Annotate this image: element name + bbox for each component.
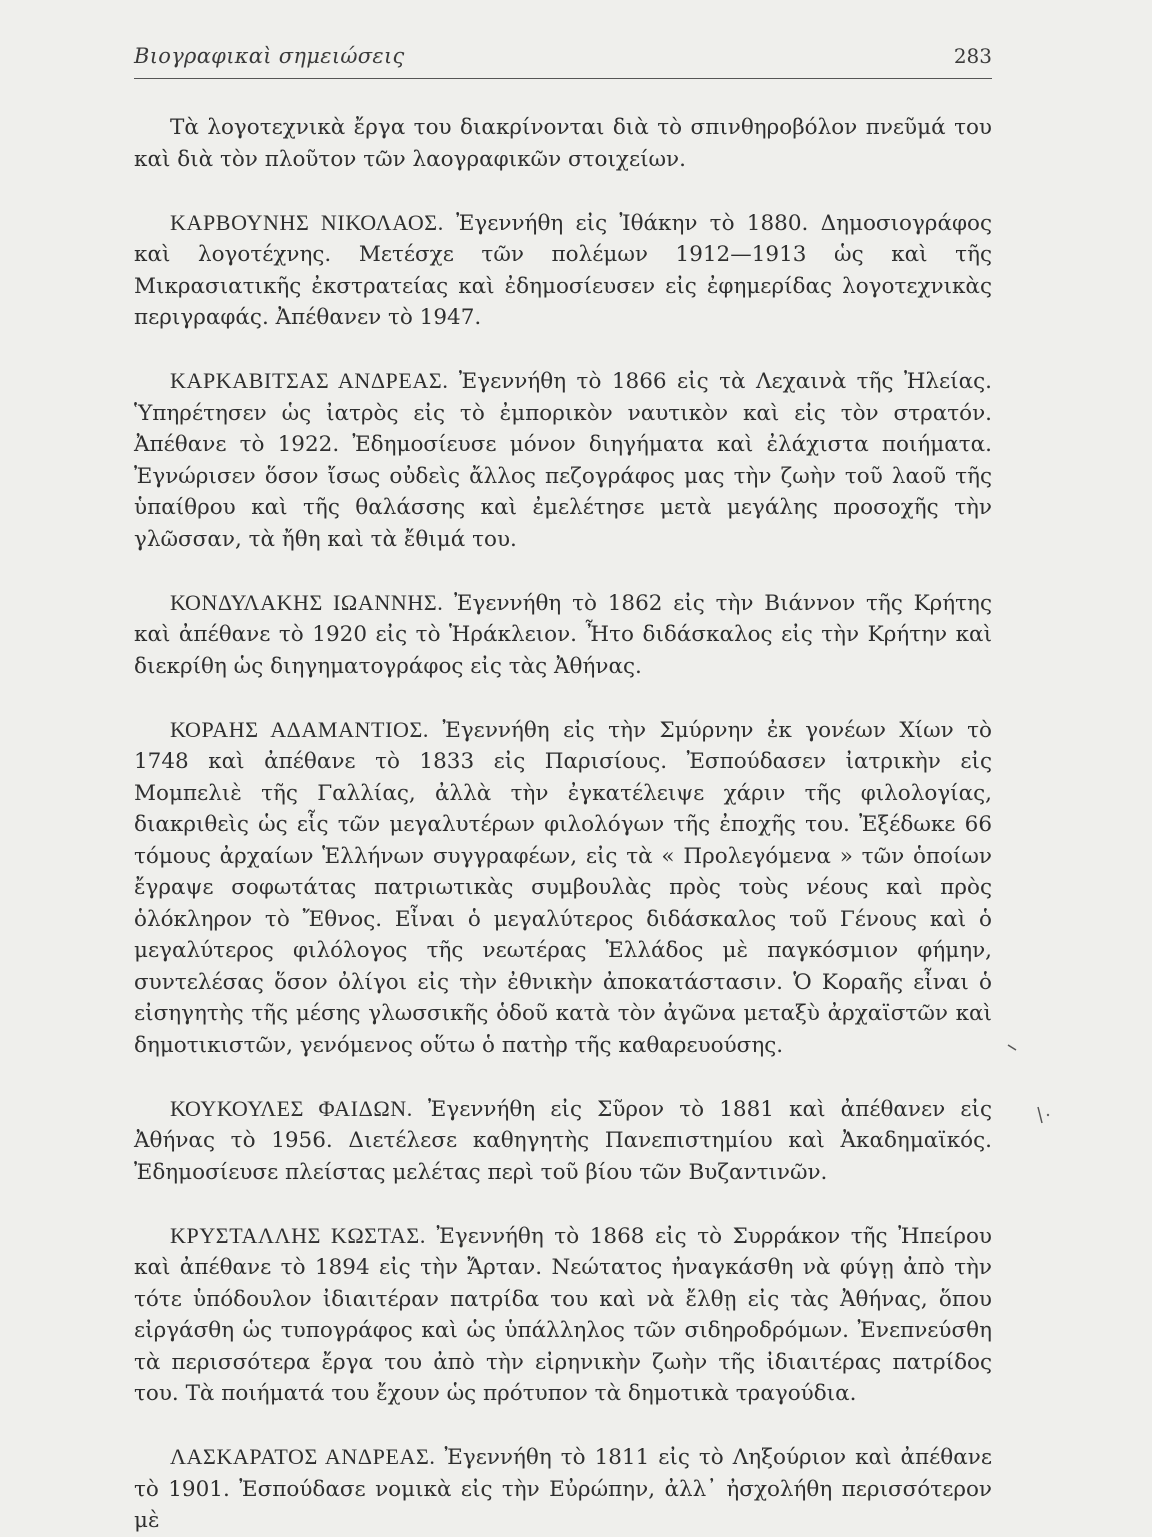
running-header (134, 44, 992, 74)
entry-name: ΚΟΝΔΥΛΑΚΗΣ ΙΩΑΝΝΗΣ. (170, 589, 444, 615)
entry-name: ΛΑΣΚΑΡΑΤΟΣ ΑΝΔΡΕΑΣ. (170, 1444, 436, 1469)
speck-mark (1038, 1107, 1042, 1123)
entry-text: Ἐγεννήθη τὸ 1862 εἰς τὴν Βιάννον τῆς Κρήτης καὶ ἀπέθανε τὸ 1920 εἰς τὸ Ἡράκλειον. Ἦτο διδάσκαλος εἰς τὴν Κρήτην καὶ διεκρίθη ὡς διηγηματογράφος εἰς τὰς Ἀθήνας. (134, 590, 992, 679)
entry-karvounis (134, 207, 992, 334)
entry-name: ΚΡΥΣΤΑΛΛΗΣ ΚΩΣΤΑΣ. (170, 1222, 426, 1248)
entry-text: Ἐγεννήθη τὸ 1866 εἰς τὰ Λεχαινὰ τῆς Ἠλείας. Ὑπηρέτησεν ὡς ἰατρὸς εἰς τὸ ἐμπορικὸν ναυτικὸν καὶ εἰς τὸν στρατόν. Ἀπέθανε τὸ 1922. Ἐδημοσίευσε μόνον διηγήματα καὶ ἐλάχιστα ποιήματα. Ἐγνώρισεν ὅσον ἴσως οὐδεὶς ἄλλος πεζογράφος μας τὴν ζωὴν τοῦ λαοῦ τῆς ὑπαίθρου καὶ τῆς θαλάσσης καὶ ἐμελέτησε μετὰ μεγάλης προσοχῆς τὴν γλῶσσαν, τὰ ἤθη καὶ τὰ ἔθιμά του. (134, 369, 993, 552)
entry-text: Ἐγεννήθη τὸ 1868 εἰς τὸ Συρράκον τῆς Ἠπείρου καὶ ἀπέθανε τὸ 1894 εἰς τὴν Ἄρταν. Νεώτατος ἠναγκάσθη νὰ φύγῃ ἀπὸ τὴν τότε ὑπόδουλον ἰδιαιτέραν πατρίδα του καὶ νὰ ἔλθῃ εἰς τὰς Ἀθήνας, ὅπου εἰργάσθη ὡς τυπογράφος καὶ ὡς ὑπάλληλος τῶν σιδηροδρόμων. Ἐνεπνεύσθη τὰ περισσότερα ἔργα του ἀπὸ τὴν εἰρηνικὴν ζωὴν τῆς ἰδιαιτέρας πατρίδος του. Τὰ ποιήματά του ἔχουν ὡς πρότυπον τὰ δημοτικὰ τραγούδια. (134, 1223, 992, 1406)
scan-specks (1002, 1035, 1052, 1135)
entry-name: ΚΑΡΚΑΒΙΤΣΑΣ ΑΝΔΡΕΑΣ. (170, 368, 449, 393)
entry-kondylakis (134, 587, 992, 683)
entry-korais (134, 714, 992, 1062)
header-rule (134, 78, 992, 79)
entry-name: ΚΑΡΒΟΥΝΗΣ ΝΙΚΟΛΑΟΣ. (170, 209, 444, 235)
speck-dot (1047, 1114, 1049, 1116)
entry-text: Ἐγεννήθη εἰς τὴν Σμύρνην ἐκ γονέων Χίων τὸ 1748 καὶ ἀπέθανε τὸ 1833 εἰς Παρισίους. Ἐσπούδασεν ἰατρικὴν εἰς Μομπελιὲ τῆς Γαλλίας, ἀλλὰ τὴν ἐγκατέλειψε χάριν τῆς φιλολογίας, διακριθεὶς ὡς εἷς τῶν μεγαλυτέρων φιλολόγων τῆς ἐποχῆς του. Ἐξέδωκε 66 τόμους ἀρχαίων Ἑλλήνων συγγραφέων, εἰς τὰ « Προλεγόμενα » τῶν ὁποίων ἔγραψε σοφωτάτας πατριωτικὰς συμβουλὰς πρὸς τοὺς νέους καὶ πρὸς ὁλόκληρον τὸ Ἔθνος. Εἶναι ὁ μεγαλύτερος διδάσκαλος τοῦ Γένους καὶ ὁ μεγαλύτερος φιλόλογος τῆς νεωτέρας Ἑλλάδος μὲ παγκόσμιον φήμην, συντελέσας ὅσον ὀλίγοι εἰς τὴν ἐθνικὴν ἀποκατάστασιν. Ὁ Κοραῆς εἶναι ὁ εἰσηγητὴς τῆς μέσης γλωσσικῆς ὁδοῦ κατὰ τὸν ἀγῶνα μεταξὺ ἀρχαϊστῶν καὶ δημοτικιστῶν, γενόμενος οὕτω ὁ πατὴρ τῆς καθαρευούσης. (134, 717, 992, 1058)
entry-text: Ἐγεννήθη τὸ 1811 εἰς τὸ Ληξούριον καὶ ἀπέθανε τὸ 1901. Ἐσπούδασε νομικὰ εἰς τὴν Εὐρώπην, ἀλλ᾽ ἠσχολήθη περισσότερον μὲ (134, 1445, 992, 1533)
entry-koukoules (134, 1093, 992, 1189)
entry-laskaratos (134, 1441, 992, 1537)
page-body (134, 112, 992, 1537)
entry-name: ΚΟΥΚΟΥΛΕΣ ΦΑΙΔΩΝ. (170, 1095, 413, 1121)
entry-name: ΚΟΡΑΗΣ ΑΔΑΜΑΝΤΙΟΣ. (170, 716, 430, 742)
speck-mark (1008, 1045, 1016, 1050)
entry-text: Ἐγεννήθη εἰς Ἰθάκην τὸ 1880. Δημοσιογράφος καὶ λογοτέχνης. Μετέσχε τῶν πολέμων 1912—1913 ὡς καὶ τῆς Μικρασιατικῆς ἐκστρατείας καὶ ἐδημοσίευσεν εἰς ἐφημερίδας λογοτεχνικὰς περιγραφάς. Ἀπέθανεν τὸ 1947. (134, 210, 993, 330)
intro-paragraph: Τὰ λογοτεχνικὰ ἔργα του διακρίνονται διὰ τὸ σπινθηροβόλον πνεῦμά του καὶ διὰ τὸν πλοῦτον τῶν λαογραφικῶν στοιχείων. (134, 115, 992, 172)
page-number: 283 (953, 44, 992, 68)
entry-text: Ἐγεννήθη εἰς Σῦρον τὸ 1881 καὶ ἀπέθανεν εἰς Ἀθήνας τὸ 1956. Διετέλεσε καθηγητὴς Πανεπιστημίου καὶ Ἀκαδημαϊκός. Ἐδημοσίευσε πλείστας μελέτας περὶ τοῦ βίου τῶν Βυζαντινῶν. (134, 1096, 992, 1185)
entry-karkavitsas (134, 365, 992, 555)
running-title: Βιογραφικαὶ σημειώσεις (134, 44, 405, 68)
entry-krystallis (134, 1220, 992, 1410)
